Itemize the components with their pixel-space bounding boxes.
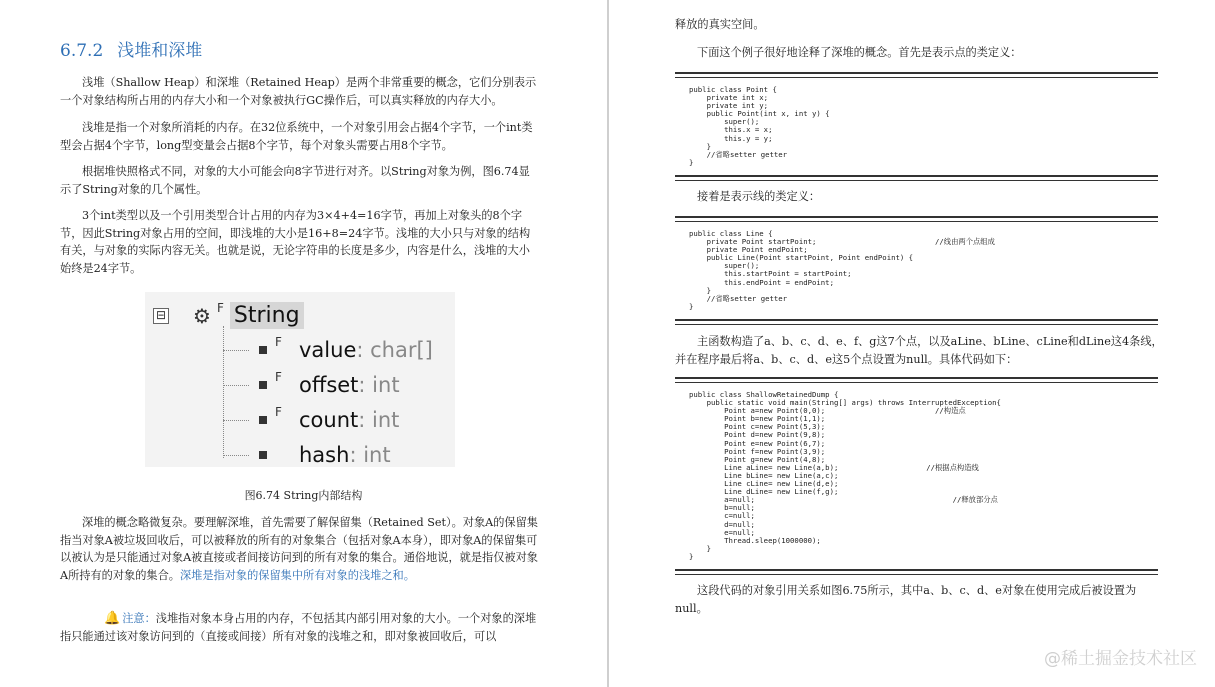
paragraph-shallow-retained-intro: 浅堆（Shallow Heap）和深堆（Retained Heap）是两个非常重要的概念，它们分别表示一个对象结构所占用的内存大小和一个对象被执行GC操作后，可以真实释放的内存大小。 (60, 76, 537, 107)
section-heading (60, 36, 202, 61)
field-type: : int (349, 443, 391, 467)
field-icon (259, 416, 267, 424)
field-icon (259, 381, 267, 389)
note-label: 注意： (122, 612, 156, 625)
field-icon (259, 451, 267, 459)
right-page (610, 0, 1215, 687)
field-type: : int (358, 373, 400, 397)
figure-caption: 图6.74 String内部结构 (244, 489, 363, 502)
code-block-line (675, 216, 1158, 325)
watermark: @稀土掘金技术社区 (1044, 649, 1197, 669)
section-number: 6.7.2 (60, 41, 104, 61)
field-row (223, 335, 433, 365)
code-point: public class Point { private int x; private int y; public Point(int x, int y) { super(); this.x = x; this.y = y; } //省略setter getter } (689, 85, 830, 167)
field-icon (259, 346, 267, 354)
field-modifier: F (275, 405, 282, 419)
field-modifier: F (275, 335, 282, 349)
code-block-point (675, 72, 1158, 181)
field-type: : int (358, 408, 400, 432)
field-name: offset (299, 373, 359, 397)
note-paragraph (60, 610, 538, 645)
note-text: 浅堆指对象本身占用的内存，不包括其内部引用对象的大小。一个对象的深堆指只能通过该对象访问到的（直接或间接）所有对象的浅堆之和，即对象被回收后，可以 (60, 612, 537, 643)
code-main: public class ShallowRetainedDump { public static void main(String[] args) throws InterruptedException{ Point a=new Point(0,0); //构造点 Point b=new Point(1,1); Point c=new Point(5,3); Point d=new Point(9,8); Point e=new Point(6,7); Point f=new Point(3,9); Point g=new Point(4,8); Line aLine= new Line(a,b); //根据点构造线 Line bLine= new Line(a,c); Line cLine= new Line(d,e); Line dLine= new Line(f,g); a=null; //释放部分点 b=null; c=null; d=null; e=null; Thread.sleep(1000000); } } (689, 390, 1001, 561)
tree-root (153, 302, 304, 329)
bell-icon: 🔔 (104, 611, 121, 626)
paragraph-line-intro: 接着是表示线的类定义： (697, 190, 821, 203)
class-name-label: String (230, 302, 304, 329)
field-row (223, 370, 400, 400)
field-name: value (299, 338, 357, 362)
field-type: : char[] (356, 338, 433, 362)
string-structure-figure (145, 292, 455, 467)
field-modifier: F (275, 370, 282, 384)
class-icon: ⚙ (193, 303, 211, 328)
paragraph-retained-set (60, 514, 538, 584)
page-divider (607, 0, 609, 687)
section-title: 浅堆和深堆 (117, 41, 203, 61)
retained-heap-definition: 深堆是指对象的保留集中所有对象的浅堆之和。 (179, 568, 415, 582)
paragraph-alignment: 根据堆快照格式不同，对象的大小可能会向8字节进行对齐。以String对象为例，图6.74显示了String对象的几个属性。 (60, 165, 530, 196)
field-row (223, 440, 391, 470)
code-line: public class Line { private Point startPoint; //线由两个点组成 private Point endPoint; public Line(Point startPoint, Point endPoint) { super(); this.startPoint = startPoint; this.endPoint = endPoint; } //省略setter getter } (689, 229, 995, 311)
field-row (223, 405, 399, 435)
left-page (0, 0, 607, 687)
paragraph-continuation: 释放的真实空间。 (675, 18, 765, 31)
code-block-main (675, 377, 1158, 575)
field-name: hash (299, 443, 350, 467)
paragraph-reference-figure: 这段代码的对象引用关系如图6.75所示，其中a、b、c、d、e对象在使用完成后被设置为null。 (675, 584, 1137, 615)
paragraph-string-size: 3个int类型以及一个引用类型合计占用的内存为3×4+4=16字节，再加上对象头的8个字节，因此String对象占用的空间，即浅堆的大小是16+8=24字节。浅堆的大小只与对象的结构有关，与对象的实际内容无关。也就是说，无论字符串的长度是多少，内容是什么，浅堆的大小始终是24字节。 (60, 209, 531, 275)
final-modifier: F (217, 300, 224, 315)
retained-set-text: 深堆的概念略微复杂。要理解深堆，首先需要了解保留集（Retained Set）。对象A的保留集指当对象A被垃圾回收后，可以被释放的所有的对象集合（包括对象A本身），即对象A的保留集可以被认为是只能通过对象A被直接或者间接访问到的所有对象的集合。通俗地说，就是指仅被对象A所持有的对象的集合。 (60, 516, 538, 582)
paragraph-shallow-heap-definition: 浅堆是指一个对象所消耗的内存。在32位系统中，一个对象引用会占据4个字节，一个int类型会占据4个字节，long型变量会占据8个字节，每个对象头需要占用8个字节。 (60, 121, 533, 152)
collapse-icon: ⊟ (153, 308, 169, 324)
field-name: count (299, 408, 359, 432)
paragraph-point-intro: 下面这个例子很好地诠释了深堆的概念。首先是表示点的类定义： (697, 46, 1022, 59)
paragraph-main-intro: 主函数构造了a、b、c、d、e、f、g这7个点，以及aLine、bLine、cLine和dLine这4条线，并在程序最后将a、b、c、d、e这5个点设置为null。具体代码如下： (675, 335, 1163, 366)
